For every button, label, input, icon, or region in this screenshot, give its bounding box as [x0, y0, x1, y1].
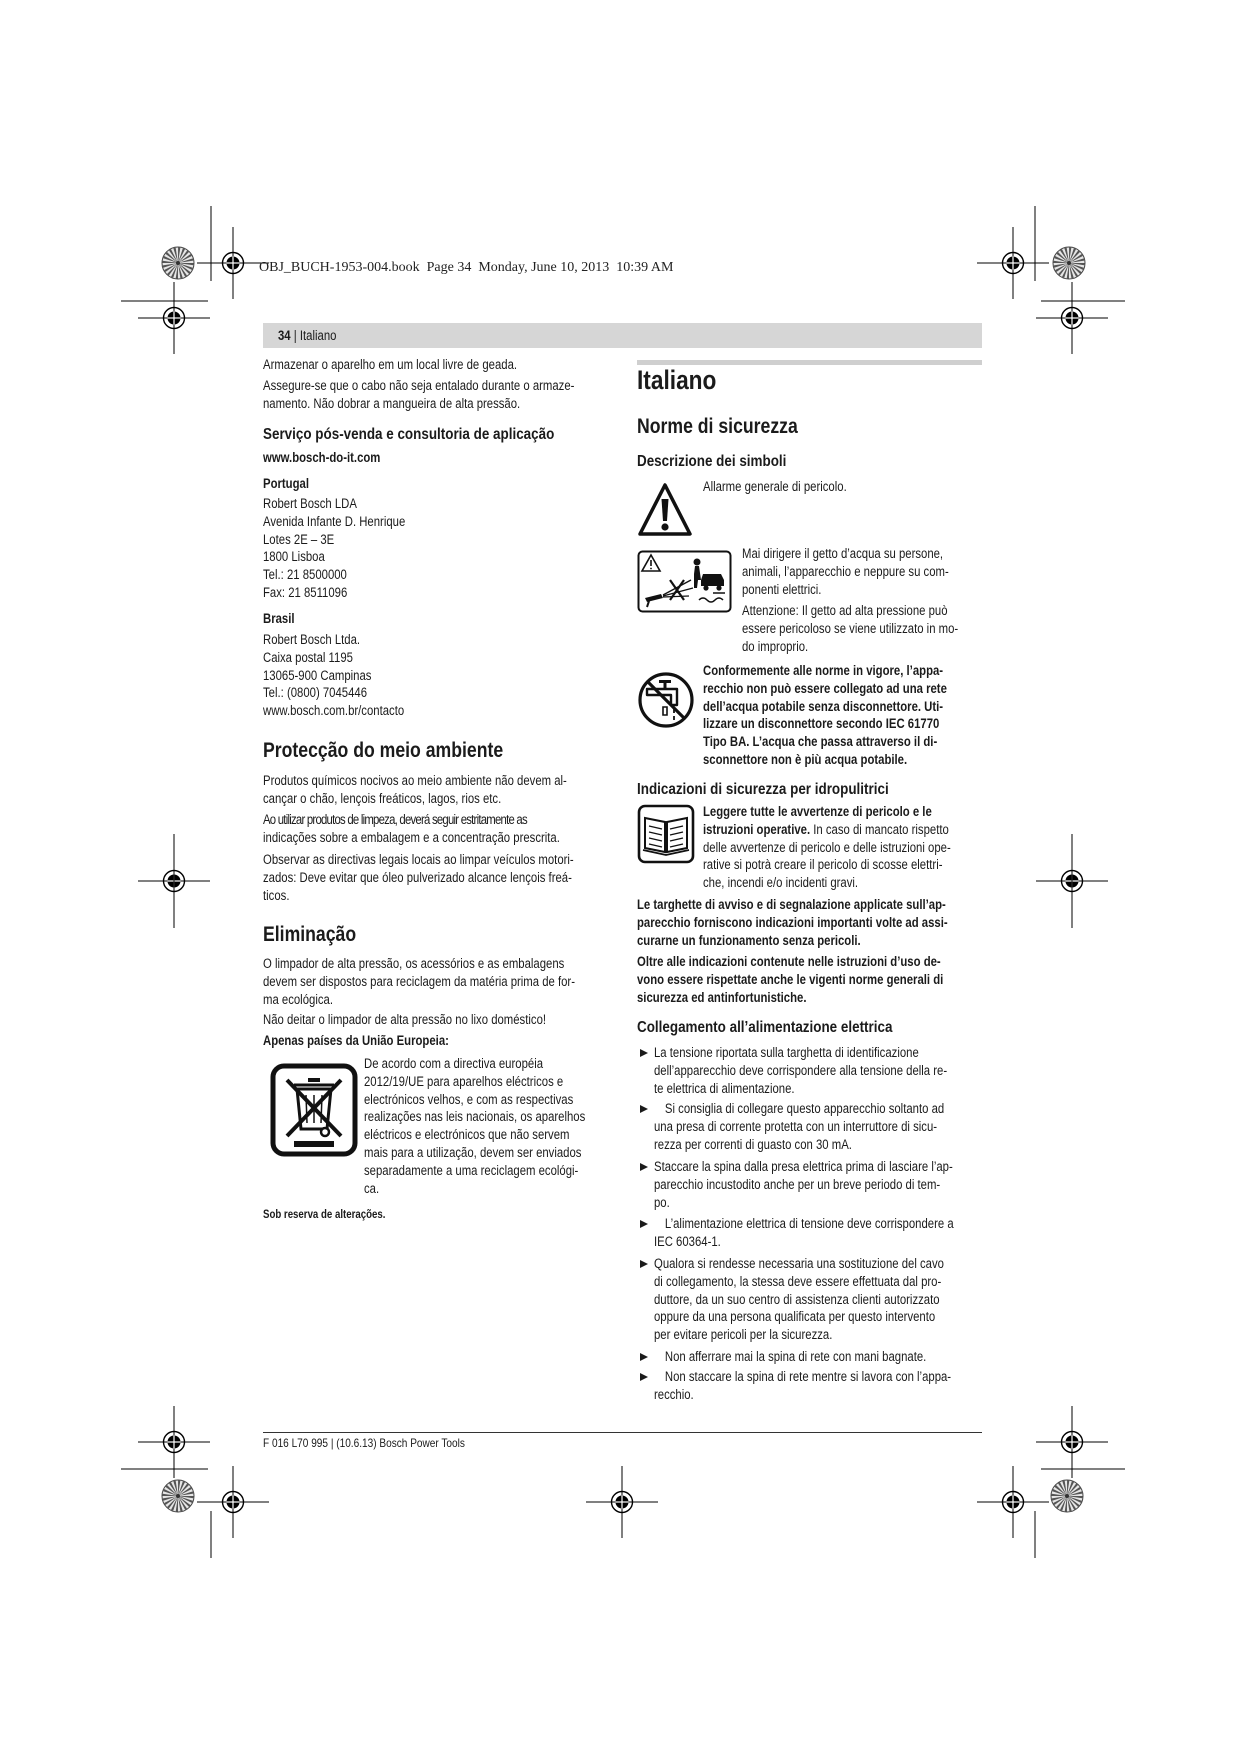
symbols-heading: Descrizione dei simboli [637, 453, 787, 470]
bullet-arrow-icon [640, 1049, 648, 1057]
registration-mark-icon [1036, 282, 1108, 354]
registration-mark-icon [586, 1466, 658, 1538]
electrical-item-6: Non afferrare mai la spina di rete con mani bagnate. [664, 1349, 927, 1364]
registration-mark-icon [138, 1406, 210, 1478]
bullet-arrow-icon [640, 1163, 648, 1171]
storage-note: Armazenar o aparelho em um local livre de geada. [263, 357, 518, 372]
electrical-item-1: La tensione riportata sulla targhetta di identificazione dell’apparecchio deve corrispondere alla tensione della re- te elettrica di alimentazione. [654, 1045, 948, 1096]
color-wheel-mark-icon [1053, 247, 1085, 279]
cable-note: Assegure-se que o cabo não seja entalado durante o armaze- namento. Não dobrar a mangueira de alta pressão. [263, 378, 575, 411]
environment-paragraph-2-line-2: indicações sobre a embalagem e a concentração prescrita. [263, 829, 560, 845]
file-header: OBJ_BUCH-1953-004.book Page 34 Monday, June 10, 2013 10:39 AM [259, 260, 674, 275]
warning-triangle-icon [637, 481, 693, 538]
running-header-bar [263, 323, 982, 348]
electrical-item-4: L’alimentazione elettrica di tensione deve corrispondere a IEC 60364-1. [654, 1216, 954, 1249]
page-number: 34 [278, 328, 291, 343]
disposal-paragraph-1: O limpador de alta pressão, os acessórios e as embalagens devem ser dispostos para reciclagem da matéria prima de for- ma ecológica. [263, 956, 575, 1007]
footer-rule [263, 1432, 982, 1433]
brasil-label: Brasil [263, 611, 295, 626]
water-jet-warning-icon [637, 550, 732, 613]
electrical-heading: Collegamento all’alimentazione elettrica [637, 1019, 893, 1036]
crossed-out-wheelie-bin-icon [270, 1063, 358, 1157]
read-warnings-paragraph [703, 803, 951, 892]
portugal-address: Robert Bosch LDA Avenida Infante D. Henrique Lotes 2E – 3E 1800 Lisboa Tel.: 21 8500000 Fax: 21 8511096 [263, 496, 406, 600]
bullet-arrow-icon [640, 1373, 648, 1381]
environment-paragraph-2 [263, 811, 560, 847]
brasil-address: Robert Bosch Ltda. Caixa postal 1195 13065-900 Campinas Tel.: (0800) 7045446 www.bosch.com.br/contacto [263, 632, 405, 719]
bullet-arrow-icon [640, 1105, 648, 1113]
electrical-item-7: Non staccare la spina di rete mentre si lavora con l’appa- recchio. [654, 1369, 952, 1402]
electrical-item-5: Qualora si rendesse necessaria una sostituzione del cavo di collegamento, la stessa deve essere effettuata dal pro- duttore, da un suo centro di assistenza clienti autorizzato oppure da una persona qualificata per questo intervento per evitare pericoli per la sicurezza. [654, 1256, 944, 1343]
bullet-arrow-icon [640, 1353, 648, 1361]
bullet-arrow-icon [640, 1220, 648, 1228]
read-warnings-bold: Leggere tutte le avvertenze di pericolo e le istruzioni operative. [703, 804, 932, 837]
bullet-arrow-icon [640, 1260, 648, 1268]
registration-mark-icon [197, 1466, 269, 1538]
registration-mark-icon [138, 282, 210, 354]
weee-text: De acordo com a directiva européia 2012/19/UE para aparelhos eléctricos e electrónicos velhos, e com as respectivas realizações nas leis nacionais, os aparelhos eléctricos e electrónicos que não servem mais para a utilização, devem ser enviados separadamente a uma reciclagem ecológi- ca. [364, 1056, 586, 1196]
environment-paragraph-2-line-1: Ao utilizar produtos de limpeza, deverá seguir estritamente as [263, 812, 527, 827]
electrical-item-3: Staccare la spina dalla presa elettrica prima di lasciare l’ap- parecchio incustodito anche per un breve periodo di tem- po. [654, 1159, 953, 1210]
potable-water-notice: Conformemente alle norme in vigore, l’appa- recchio non può essere collegato ad una rete dell’acqua potabile senza disconnettore. Uti- lizzare un disconnettore secondo IEC 61770 Tipo BA. L’acqua che passa attraverso il di- sconnettore non è più acqua potabile. [703, 663, 947, 767]
color-wheel-mark-icon [1051, 1480, 1083, 1512]
electrical-item-2: Si consiglia di collegare questo apparecchio soltanto ad una presa di corrente protetta con un interruttore di sicu- rezza per correnti di guasto con 30 mA. [654, 1101, 945, 1152]
disposal-heading: Eliminação [263, 923, 357, 946]
disposal-paragraph-2: Não deitar o limpador de alta pressão no lixo doméstico! [263, 1012, 547, 1027]
no-drinking-water-connection-icon [637, 669, 695, 731]
general-danger-text: Allarme generale di pericolo. [703, 479, 847, 494]
safety-heading: Norme di sicurezza [637, 415, 798, 438]
environment-heading: Protecção do meio ambiente [263, 739, 504, 762]
registration-mark-icon [977, 1466, 1049, 1538]
registration-mark-icon [1036, 1406, 1108, 1478]
running-header [278, 325, 336, 346]
reservation-note: Sob reserva de alterações. [263, 1209, 386, 1221]
high-pressure-caution-text: Attenzione: Il getto ad alta pressione può essere pericoloso se viene utilizzato in mo- do improprio. [742, 603, 959, 654]
service-heading: Serviço pós-venda e consultoria de aplicação [263, 426, 555, 443]
labels-notice: Le targhette di avviso e di segnalazione applicate sull’ap- parecchio forniscono indicazioni importanti volte ad assi- curarne un funzionamento senza pericoli. [637, 897, 948, 948]
read-manual-icon [637, 804, 695, 864]
environment-paragraph-1: Produtos químicos nocivos ao meio ambiente não devem al- cançar o chão, lençois freáticos, lagos, rios etc. [263, 773, 567, 806]
registration-mark-icon [977, 227, 1049, 299]
eu-countries-label: Apenas países da União Europeia: [263, 1033, 449, 1048]
portugal-label: Portugal [263, 476, 310, 491]
footer-text: F 016 L70 995 | (10.6.13) Bosch Power Tools [263, 1436, 465, 1450]
environment-paragraph-3: Observar as directivas legais locais ao limpar veículos motori- zados: Deve evitar que óleo pulverizado alcance lençois freá- ticos. [263, 852, 574, 903]
water-jet-warning-text: Mai dirigere il getto d’acqua su persone, animali, l’apparecchio e neppure su com- ponenti elettrici. [742, 546, 949, 597]
read-warnings-text: In caso di mancato rispetto delle avvertenze di pericolo e delle istruzioni ope- rative si potrà creare il pericolo di scosse elettri- che, incendi e/o incidenti gravi. [703, 821, 951, 891]
color-wheel-mark-icon [162, 247, 194, 279]
header-section: Italiano [299, 328, 337, 343]
language-heading: Italiano [637, 365, 717, 395]
service-website: www.bosch-do-it.com [263, 450, 381, 465]
color-wheel-mark-icon [162, 1480, 194, 1512]
general-rules-notice: Oltre alle indicazioni contenute nelle istruzioni d’uso de- vono essere rispettate anche le vigenti norme generali di sicurezza ed antinfortunistiche. [637, 954, 944, 1005]
header-separator: | [290, 328, 300, 343]
cleaner-safety-heading: Indicazioni di sicurezza per idropulitrici [637, 781, 889, 798]
